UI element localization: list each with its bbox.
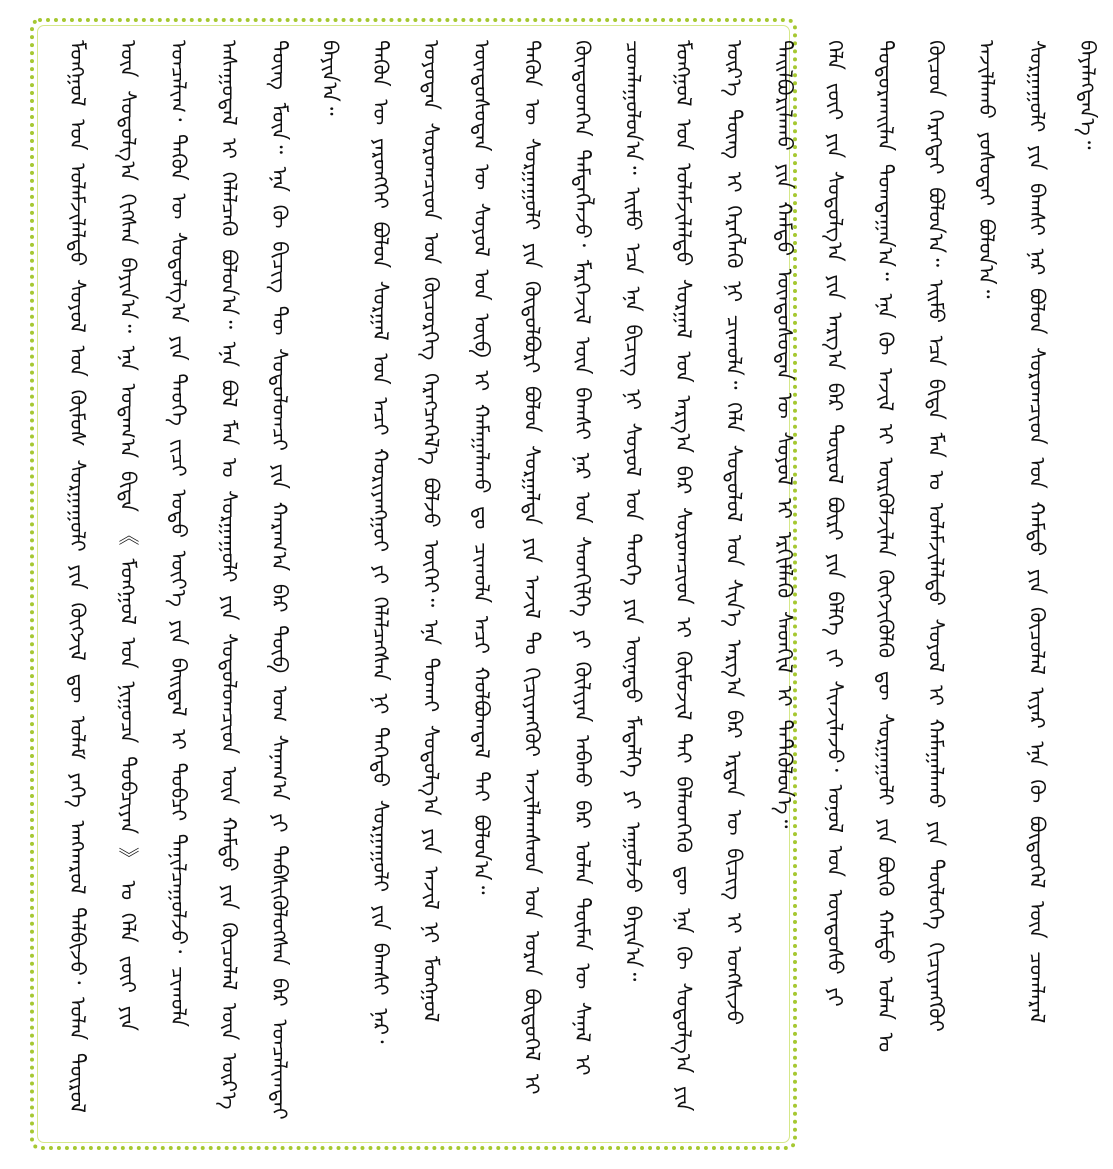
paragraph: ᠲᠡᠭᠦᠨ ᠦ ᠰᠤᠷᠭᠠᠭᠤᠯᠢ ᠶᠢᠨ ᠬᠥᠲᠥᠯᠪᠦᠷᠢ ᠪᠣᠯᠤᠨ ᠰᠤᠷᠭᠠᠯᠲᠠ ᠶᠢᠨ ᠠᠵᠢᠯ ᠲᠤ ᠬᠢᠴᠢᠶᠡᠩᠭᠦᠢ ᠠᠵᠢᠯᠯᠠᠭᠰᠠᠳ ᠤᠨ ᠤᠷᠠᠨ ᠪᠦᠲᠦᠭᠡᠯ ᠢ ᠬᠦᠨᠳᠦᠳᠬᠡᠨ ᠲᠡᠮᠳᠡᠭᠯᠡᠵᠦ᠂ ᠮᠡᠷᠭᠡᠵᠢᠯ ᠦᠨ ᠪᠠᠭᠰᠢ ᠨᠠᠷ ᠤᠨ ᠰᠡᠳᠬᠢᠯᠭᠡ ᠶᠢ ᠬᠦᠯᠢᠶᠡᠨ ᠠᠪᠬᠤ ᠪᠠᠷ ᠣᠯᠠᠨ ᠲᠦᠮᠡᠨ ᠦ ᠰᠠᠨᠠᠯ ᠢ ᠴᠤᠭᠯᠠᠭᠤᠯᠤᠨ᠎ᠠ᠃ ᠡᠢᠮᠦ ᠡᠴᠡ ᠡᠨᠡ ᠪᠢᠴᠢᠭ ᠨᠢ ᠰᠣᠶᠣᠯ ᠤᠨ ᠲᠡᠦᠬᠡ ᠶᠢᠨ ᠦᠨᠡᠲᠦ ᠮᠡᠳᠡᠯᠭᠡ ᠶᠢ ᠠᠭᠤᠯᠵᠤ ᠪᠠᠶᠢᠨ᠎ᠠ᠃	[520, 40, 645, 1095]
paragraph: ᠰᠤᠷᠭᠠᠭᠤᠯᠢ ᠶᠢᠨ ᠪᠠᠭᠰᠢ ᠨᠠᠷ ᠪᠣᠯᠤᠨ ᠰᠤᠷᠤᠭᠴᠢᠳ ᠤᠨ ᠬᠠᠮᠲᠤ ᠶᠢᠨ ᠬᠦᠴᠦᠯᠡᠯ ᠢᠶᠡᠷ ᠡᠨᠡ ᠬᠦ ᠪᠦᠲᠦᠭᠡᠯ ᠦᠨ ᠴᠤᠭᠯᠠᠷᠠᠯ ᠪᠡᠶᠡᠯᠡᠭᠳᠡᠨ᠎ᠡ᠃	[1025, 40, 1100, 1024]
paragraph: ᠬᠡᠯᠡ ᠵᠦᠢ ᠶᠢᠨ ᠰᠤᠳᠤᠯᠭ᠎ᠠ ᠶᠢᠨ ᠠᠷᠭ᠎ᠠ ᠪᠠᠷ ᠲᠥᠷᠥᠯ ᠪᠦᠷᠢ ᠶᠢᠨ ᠪᠡᠯᠭᠡ ᠵᠢ ᠰᠢᠨᠵᠢᠯᠡᠵᠦ᠂ ᠣᠨᠣᠯ ᠤᠨ ᠦᠨᠳᠦᠰᠦ ᠶᠢ ᠲᠣᠳᠣᠷᠬᠠᠢᠯᠠᠨ ᠲᠣᠭᠲᠠᠭᠠᠨ᠎ᠠ᠃ ᠡᠨᠡ ᠬᠦ ᠠᠵᠢᠯ ᠢ ᠦᠷᠭᠦᠯᠵᠢᠯᠡᠨ ᠬᠥᠭᠵᠢᠭᠦᠯᠬᠦ ᠳᠦ ᠰᠤᠷᠭᠠᠭᠤᠯᠢ ᠶᠢᠨ ᠪᠦᠬᠦ ᠬᠠᠮᠲᠤ ᠣᠯᠠᠨ ᠤ ᠬᠦᠴᠦᠨ ᠬᠡᠷᠡᠭᠲᠡᠢ ᠪᠣᠯᠤᠨ᠎ᠠ᠃ ᠡᠢᠮᠦ ᠡᠴᠡ ᠪᠢᠳᠡ ᠮᠠᠨ ᠤ ᠤᠯᠠᠮᠵᠢᠯᠠᠯᠳᠤ ᠰᠣᠶᠣᠯ ᠢ ᠬᠠᠮᠠᠭᠠᠯᠠᠬᠤ ᠶᠢᠨ ᠲᠥᠯᠥᠭᠡ ᠬᠢᠴᠢᠶᠡᠩᠭᠦᠢ ᠠᠵᠢᠯᠯᠠᠬᠤ ᠶᠤᠰᠣᠲᠠᠢ ᠪᠣᠯᠤᠨ᠎ᠠ᠃	[823, 40, 999, 1053]
document-body	[52, 40, 1100, 1120]
paragraph: ᠮᠣᠩᠭᠣᠯ ᠤᠨ ᠤᠯᠠᠮᠵᠢᠯᠠᠯᠳᠤ ᠰᠣᠶᠣᠯ ᠤᠨ ᠬᠦᠮᠦᠰ ᠰᠤᠷᠭᠠᠭᠤᠯᠢ ᠶᠢᠨ ᠬᠥᠭᠵᠢᠯ ᠳᠦ ᠤᠯᠠᠮ ᠶᠡᠬᠡ ᠠᠩᠬᠠᠷᠤᠯ ᠲᠠᠯᠪᠢᠵᠤ᠂ ᠣᠯᠠᠨ ᠲᠥᠷᠥᠯ ᠦᠨ ᠰᠤᠳᠤᠯᠭ᠎ᠠ ᠬᠢᠭᠰᠡᠨ ᠪᠠᠶᠢᠨ᠎ᠠ᠃ ᠡᠨᠡ ᠤᠳᠠᠭ᠎ᠠ ᠪᠢᠳᠡ 《 ᠮᠣᠩᠭᠣᠯ ᠤᠨ ᠨᠢᠭᠤᠴᠠ ᠲᠣᠪᠴᠢᠶᠠᠨ 》 ᠤ ᠬᠡᠯᠡ ᠵᠦᠢ ᠶᠢᠨ ᠣᠨᠴᠠᠯᠢᠭ᠂ ᠲᠡᠭᠦᠨ ᠦ ᠰᠤᠳᠤᠯᠭ᠎ᠠ ᠶᠢᠨ ᠲᠡᠦᠬᠡ ᠵᠢᠴᠢ ᠣᠳᠣ ᠦᠶ᠎ᠡ ᠶᠢᠨ ᠪᠠᠢᠳᠠᠯ ᠢ ᠲᠣᠪᠴᠢ ᠲᠠᠨᠢᠯᠴᠠᠭᠤᠯᠵᠤ᠂ ᠴᠢᠬᠤᠯᠠ ᠠᠰᠠᠭᠤᠳᠠᠯ ᠢ ᠬᠡᠯᠡᠯᠴᠡᠬᠦ ᠪᠣᠯᠤᠨ᠎ᠠ᠃ ᠡᠨᠡ ᠪᠣᠯ ᠮᠠᠨ ᠤ ᠰᠤᠷᠭᠠᠭᠤᠯᠢ ᠶᠢᠨ ᠰᠤᠳᠤᠯᠤᠭᠴᠢᠳ ᠦᠨ ᠬᠠᠮᠲᠤ ᠶᠢᠨ ᠬᠦᠴᠦᠯᠡᠯ ᠦᠨ ᠦᠷ᠎ᠡ ᠳᠦᠩ ᠮᠥᠨ᠃ ᠡᠨᠡ ᠬᠦ ᠪᠢᠴᠢᠭ ᠲᠦ ᠰᠤᠳᠤᠯᠤᠭᠴᠢ ᠶᠢᠨ ᠬᠠᠷᠠᠭ᠎ᠠ ᠪᠠᠷ ᠲᠥᠪ ᠤᠭ ᠰᠠᠨᠠᠭ᠎ᠠ ᠶᠢ ᠳᠡᠪᠰᠢᠭᠦᠯᠦᠭᠰᠡᠨ ᠪᠠᠷ ᠣᠨᠴᠠᠯᠢᠭᠲᠠᠢ ᠪᠠᠶᠢᠨ᠎ᠠ᠃	[65, 40, 342, 1120]
paragraph: ᠲᠡᠭᠦᠨ ᠦ ᠶᠡᠷᠦᠩᠬᠡᠢ ᠪᠣᠯᠤᠨ ᠰᠤᠷᠭᠠᠯ ᠤᠨ ᠠᠴᠢ ᠬᠤᠷᠢᠶᠠᠩᠭᠤᠢ ᠶᠢ ᠬᠡᠯᠡᠯᠴᠡᠭᠰᠡᠨ ᠨᠢ ᠳᠡᠭᠡᠳᠦ ᠰᠤᠷᠭᠠᠭᠤᠯᠢ ᠶᠢᠨ ᠪᠠᠭᠰᠢ ᠨᠠᠷ᠂ ᠣᠶᠤᠲᠠᠨ ᠰᠤᠷᠤᠭᠴᠢᠳ ᠤᠨ ᠬᠦᠴᠦᠷᠬᠡᠭ ᠬᠡᠷᠡᠭᠴᠡᠭᠡᠯ᠎ᠡ ᠪᠣᠯᠵᠤ ᠦᠭᠡᠢ᠃ ᠡᠨᠡ ᠲᠤᠬᠠᠢ ᠰᠤᠳᠤᠯᠭ᠎ᠠ ᠶᠢᠨ ᠠᠵᠢᠯ ᠨᠢ ᠮᠣᠩᠭᠣᠯ ᠦᠨᠳᠦᠰᠦᠲᠡᠨ ᠦ ᠰᠣᠶᠣᠯ ᠤᠨ ᠥᠪ ᠢ ᠬᠠᠮᠠᠭᠠᠯᠠᠬᠤ ᠳᠤ ᠴᠢᠬᠤᠯᠠ ᠠᠴᠢ ᠬᠣᠯᠪᠣᠭᠳᠠᠯ ᠲᠠᠢ ᠪᠣᠯᠤᠨ᠎ᠠ᠃	[368, 40, 494, 1044]
paragraph: ᠮᠣᠩᠭᠣᠯ ᠤᠨ ᠤᠯᠠᠮᠵᠢᠯᠠᠯᠳᠤ ᠰᠤᠷᠭᠠᠯ ᠤᠨ ᠠᠷᠭ᠎ᠠ ᠪᠠᠷ ᠰᠤᠷᠤᠭᠴᠢᠳ ᠢ ᠬᠥᠮᠦᠵᠢᠯ ᠲᠡᠶ ᠪᠡᠯᠡᠳᠬᠡᠬᠦ ᠳᠦ ᠡᠨᠡ ᠬᠦ ᠰᠤᠳᠤᠯᠭ᠎ᠠ ᠶᠢᠨ ᠦᠷ᠎ᠡ ᠳᠦᠩ ᠢ ᠬᠡᠷᠡᠭᠯᠡᠬᠦ ᠨᠢ ᠴᠢᠬᠤᠯᠠ᠃ ᠬᠡᠯᠡ ᠰᠤᠳᠤᠯᠤᠯ ᠤᠨ ᠰᠢᠨ᠎ᠡ ᠠᠷᠭ᠎ᠠ ᠪᠠᠷ ᠡᠷᠲᠡᠨ ᠦ ᠪᠢᠴᠢᠭ ᠢ ᠤᠩᠰᠢᠵᠤ ᠲᠠᠢᠯᠪᠤᠷᠢᠯᠠᠬᠤ ᠶᠢᠨ ᠬᠠᠮᠲᠤ ᠦᠨᠳᠦᠰᠦᠲᠡᠨ ᠦ ᠰᠣᠶᠣᠯ ᠢ ᠡᠷᠬᠢᠮᠯᠡᠬᠦ ᠰᠡᠳᠬᠢᠯ ᠢ ᠲᠡᠲᠭᠦᠯᠦᠨ᠎ᠡ᠃	[671, 40, 797, 1112]
